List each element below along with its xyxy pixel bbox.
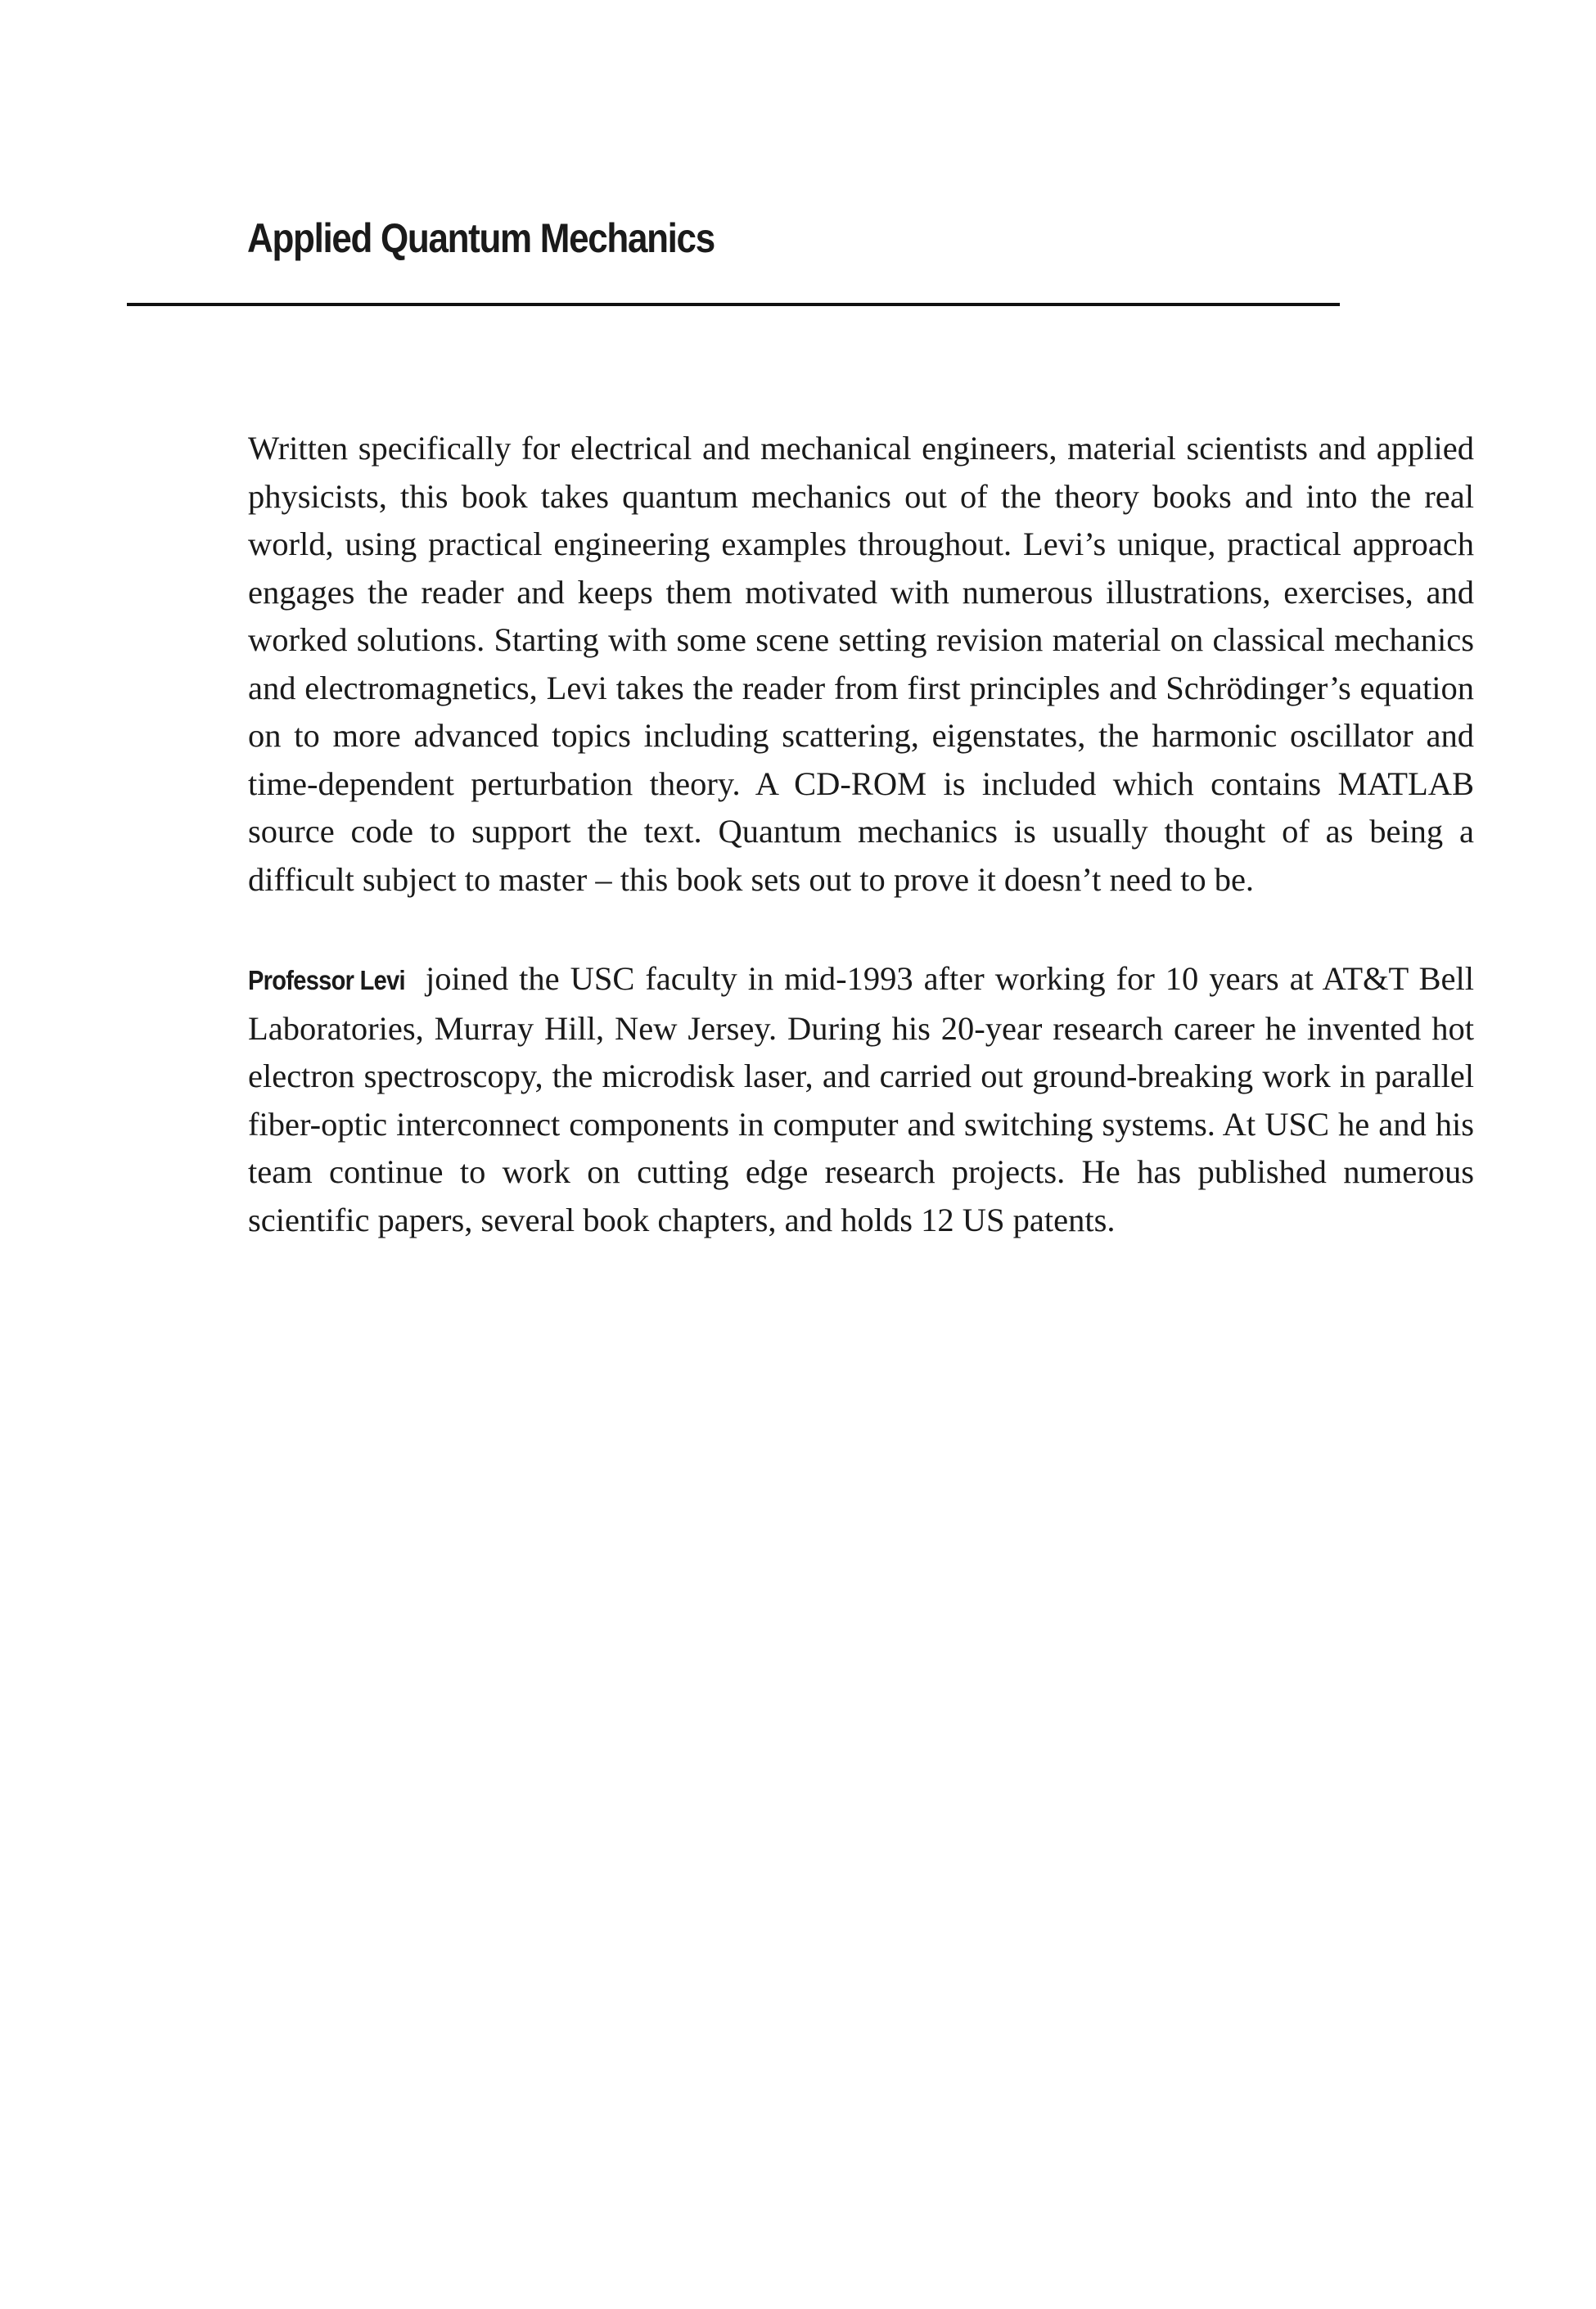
author-name: Professor Levi [248, 965, 405, 995]
title-underline-rule [127, 303, 1340, 306]
author-biography [248, 955, 1474, 1244]
book-description: Written specifically for electrical and mechanical engineers, material scientists and applied physicists, this book takes quantum mechanics out of the theory books and into the real world, using practical engineering examples throughout. Levi’s unique, practical approach engages the reader and keeps them motivated with numerous illustrations, exercises, and worked solutions. Starting with some scene setting revision material on classical mechanics and electromagnetics, Levi takes the reader from first principles and Schrödinger’s equation on to more advanced topics including scattering, eigenstates, the harmonic oscillator and time-dependent perturbation theory. A CD-ROM is included which contains MATLAB source code to support the text. Quantum mechanics is usually thought of as being a difficult subject to master – this book sets out to prove it doesn’t need to be. [248, 430, 1474, 898]
book-title: Applied Quantum Mechanics [247, 215, 715, 261]
author-biography-text: joined the USC faculty in mid-1993 after working for 10 years at AT&T Bell Laboratories, Murray Hill, New Jersey. During his 20-year research career he invented hot electron spectroscopy, the microdisk laser, and carried out ground-breaking work in parallel fiber-optic interconnect components in computer and switching systems. At USC he and his team continue to work on cutting edge research projects. He has published numerous scientific papers, several book chapters, and holds 12 US patents. [248, 960, 1474, 1238]
